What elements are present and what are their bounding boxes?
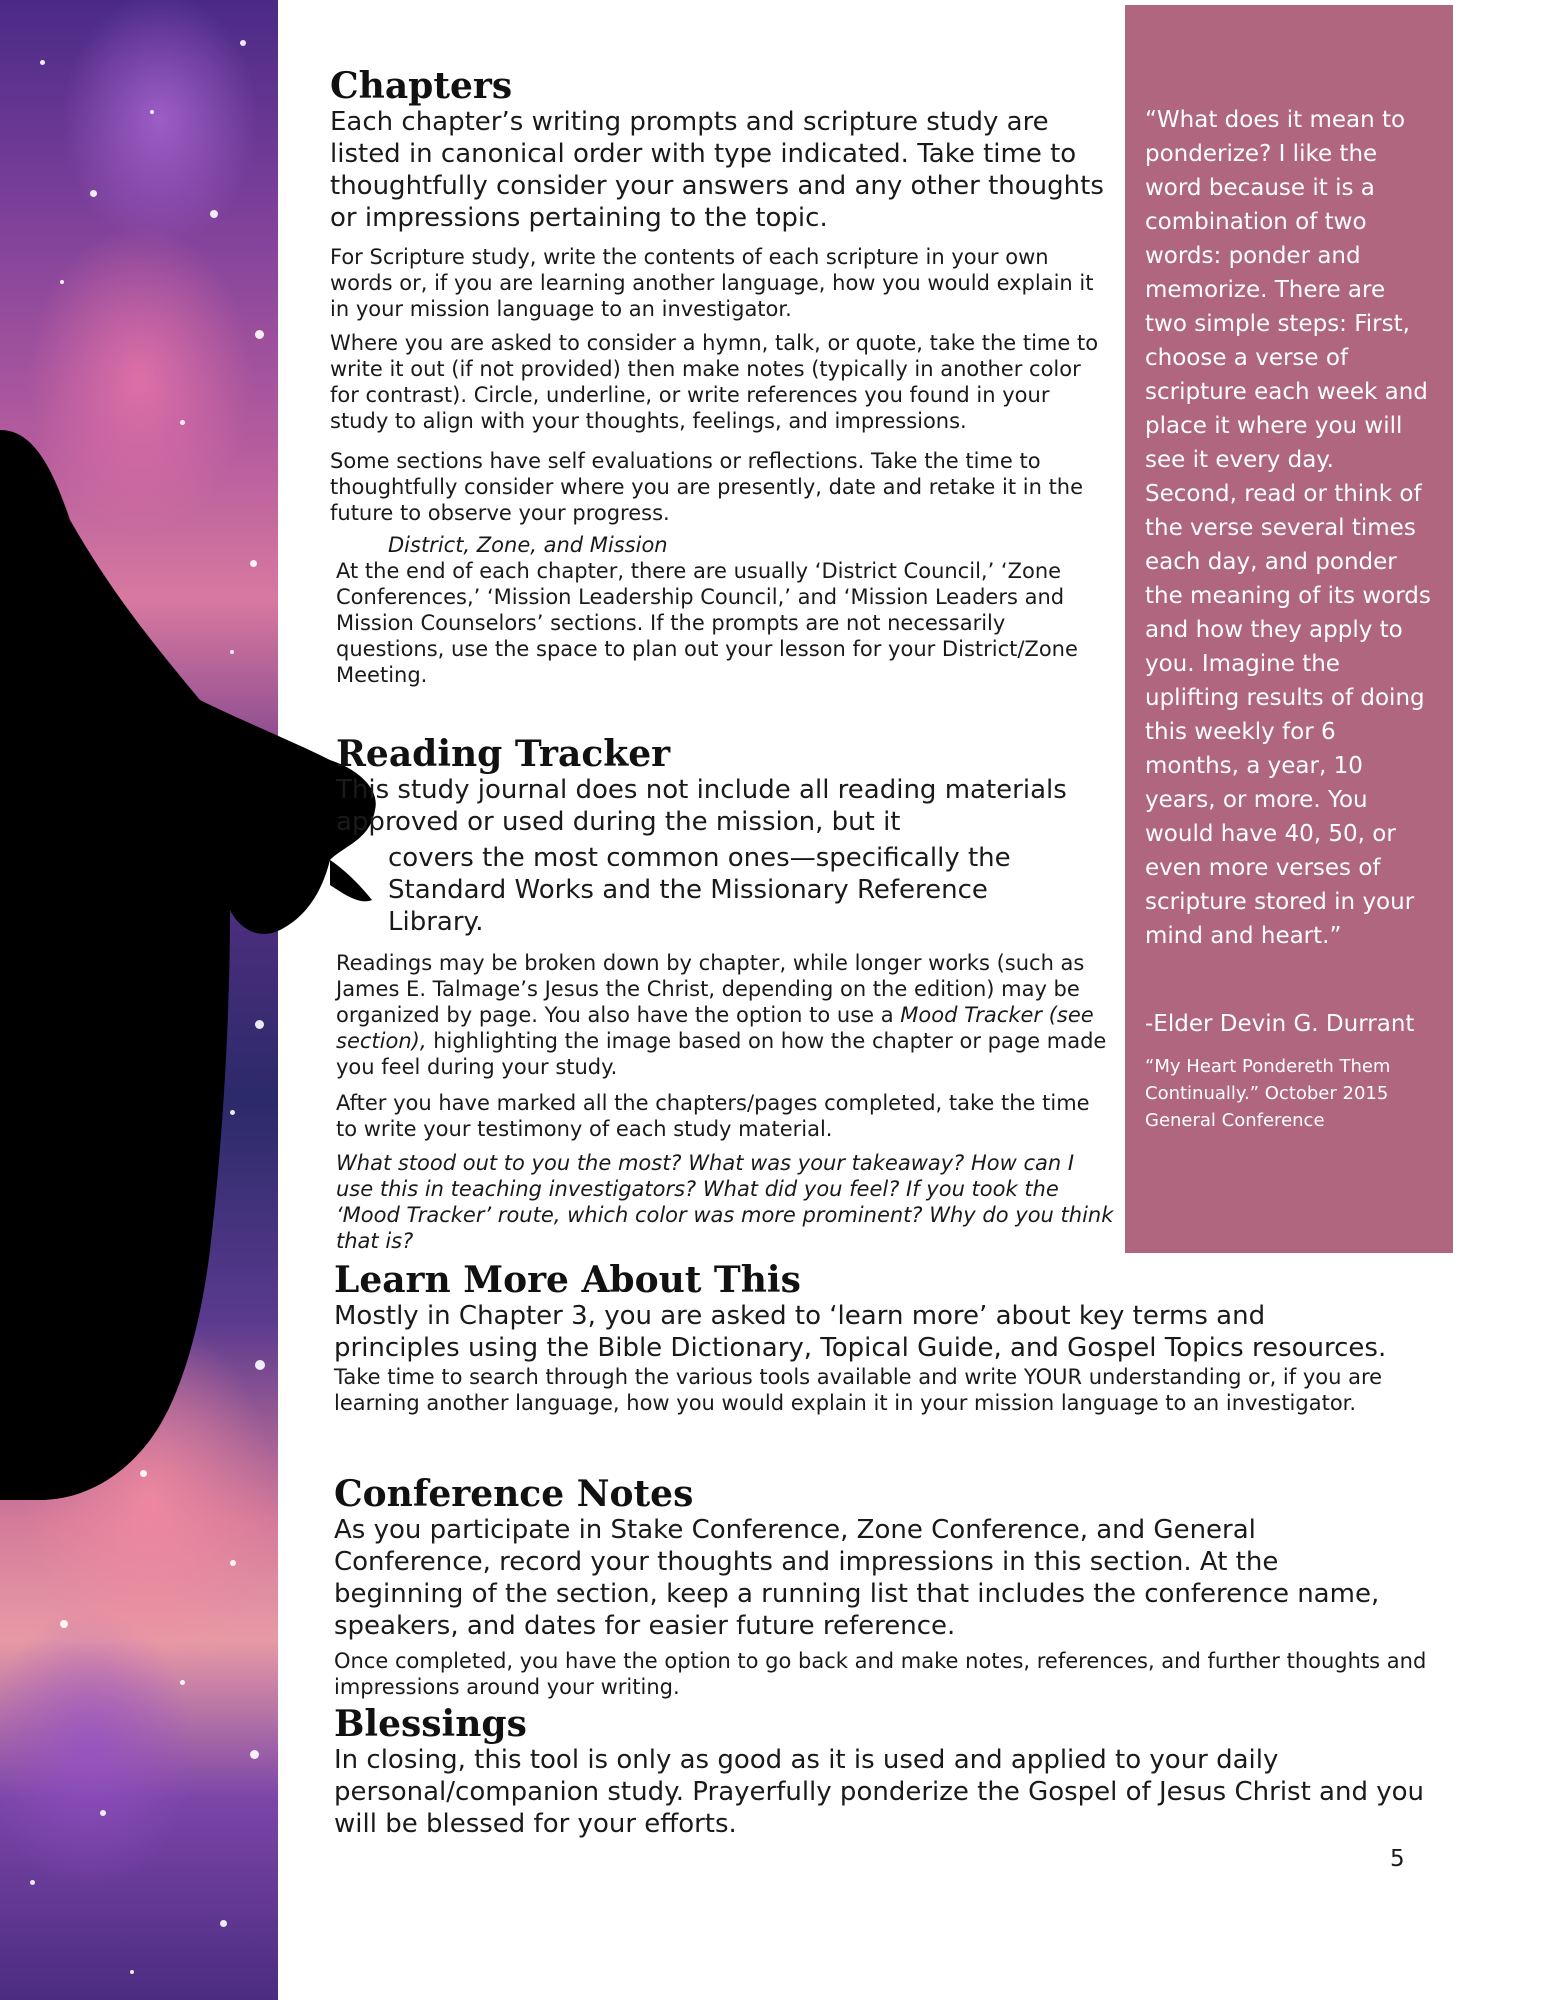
learn-more-intro: Mostly in Chapter 3, you are asked to ‘learn more’ about key terms and principles using the Bible Dictionary, Topical Guide, and Gospel Topics resources. (334, 1301, 1387, 1363)
reading-tracker-heading: Reading Tracker (336, 733, 671, 775)
reading-intro-b: covers the most common ones—specifically the Standard Works and the Missionary Reference Library. (388, 843, 1011, 937)
page-number: 5 (1390, 1846, 1405, 1872)
chapters-subheading: District, Zone, and Mission (388, 533, 668, 557)
quote-sidebar (1125, 5, 1453, 1253)
conference-notes-paragraph: Once completed, you have the option to go back and make notes, references, and further thoughts and impressions around your writing. (334, 1649, 1427, 1699)
mood-tracker-reference: Mood Tracker (see section), (336, 1003, 1094, 1053)
chapters-evaluation-paragraph: Some sections have self evaluations or reflections. Take the time to thoughtfully consider where you are presently, date and retake it in the future to observe your progress. (330, 449, 1084, 525)
learn-more-heading: Learn More About This (334, 1259, 801, 1301)
blessings-section (334, 1704, 1434, 1840)
reading-reflection-questions: What stood out to you the most? What was your takeaway? How can I use this in teaching investigators? What did you feel? If you took the ‘Mood Tracker’ route, which color was more prominent? Why do you think that is? (336, 1151, 1114, 1253)
chapters-district-paragraph: At the end of each chapter, there are usually ‘District Council,’ ‘Zone Conferences,’ ‘Mission Leadership Council,’ and ‘Mission Leaders and Mission Counselors’ sections. If the prompts are not necessarily questions, use the space to plan out your lesson for your District/Zone Meeting. (336, 559, 1078, 687)
chapters-section (330, 66, 1110, 688)
blessings-intro: In closing, this tool is only as good as it is used and applied to your daily personal/companion study. Prayerfully ponderize the Gospel of Jesus Christ and you will be blessed for your efforts. (334, 1745, 1424, 1839)
learn-more-section (334, 1260, 1444, 1416)
learn-more-paragraph: Take time to search through the various tools available and write YOUR understanding or, if you are learning another language, how you would explain it in your mission language to an investigator. (334, 1365, 1383, 1415)
conference-notes-heading: Conference Notes (334, 1473, 694, 1515)
blessings-heading: Blessings (334, 1703, 527, 1745)
reading-intro-a: This study journal does not include all reading materials approved or used during the mission, but it (336, 775, 1067, 837)
reading-paragraph-2: After you have marked all the chapters/pages completed, take the time to write your testimony of each study material. (336, 1091, 1090, 1141)
reading-paragraph-1: Readings may be broken down by chapter, while longer works (such as James E. Talmage’s Jesus the Christ, depending on the edition) may be organized by page. You also have the option to use a Mood Tracker (see section), highlighting the image based on how the chapter or page made you feel during your study. (336, 951, 1107, 1079)
chapters-hymn-paragraph: Where you are asked to consider a hymn, talk, or quote, take the time to write it out (if not provided) then make notes (typically in another color for contrast). Circle, underline, or write references you found in your study to align with your thoughts, feelings, and impressions. (330, 331, 1099, 433)
reading-tracker-section (336, 734, 1116, 1254)
quote-author: -Elder Devin G. Durrant (1145, 1011, 1415, 1037)
chapters-intro: Each chapter’s writing prompts and scripture study are listed in canonical order with type indicated. Take time to thoughtfully consider your answers and any other thoughts or impressions pertaining to the topic. (330, 107, 1104, 233)
quote-text: “What does it mean to ponderize? I like the word because it is a combination of two words: ponder and memorize. There are two simple steps: First, choose a verse of scripture each week and place it where you will see it every day. Second, read or think of the verse several times each day, and ponder the meaning of its words and how they apply to you. Imagine the uplifting results of doing this weekly for 6 months, a year, 10 years, or more. You would have 40, 50, or even more verses of scripture stored in your mind and heart.” (1145, 107, 1431, 949)
chapters-scripture-paragraph: For Scripture study, write the contents of each scripture in your own words or, if you are learning another language, how you would explain it in your mission language to an investigator. (330, 245, 1094, 321)
chapters-heading: Chapters (330, 65, 513, 107)
conference-notes-intro: As you participate in Stake Conference, Zone Conference, and General Conference, record your thoughts and impressions in this section. At the beginning of the section, keep a running list that includes the conference name, speakers, and dates for easier future reference. (334, 1515, 1380, 1641)
conference-notes-section (334, 1474, 1434, 1700)
quote-source: “My Heart Pondereth Them Continually.” October 2015 General Conference (1145, 1056, 1391, 1131)
